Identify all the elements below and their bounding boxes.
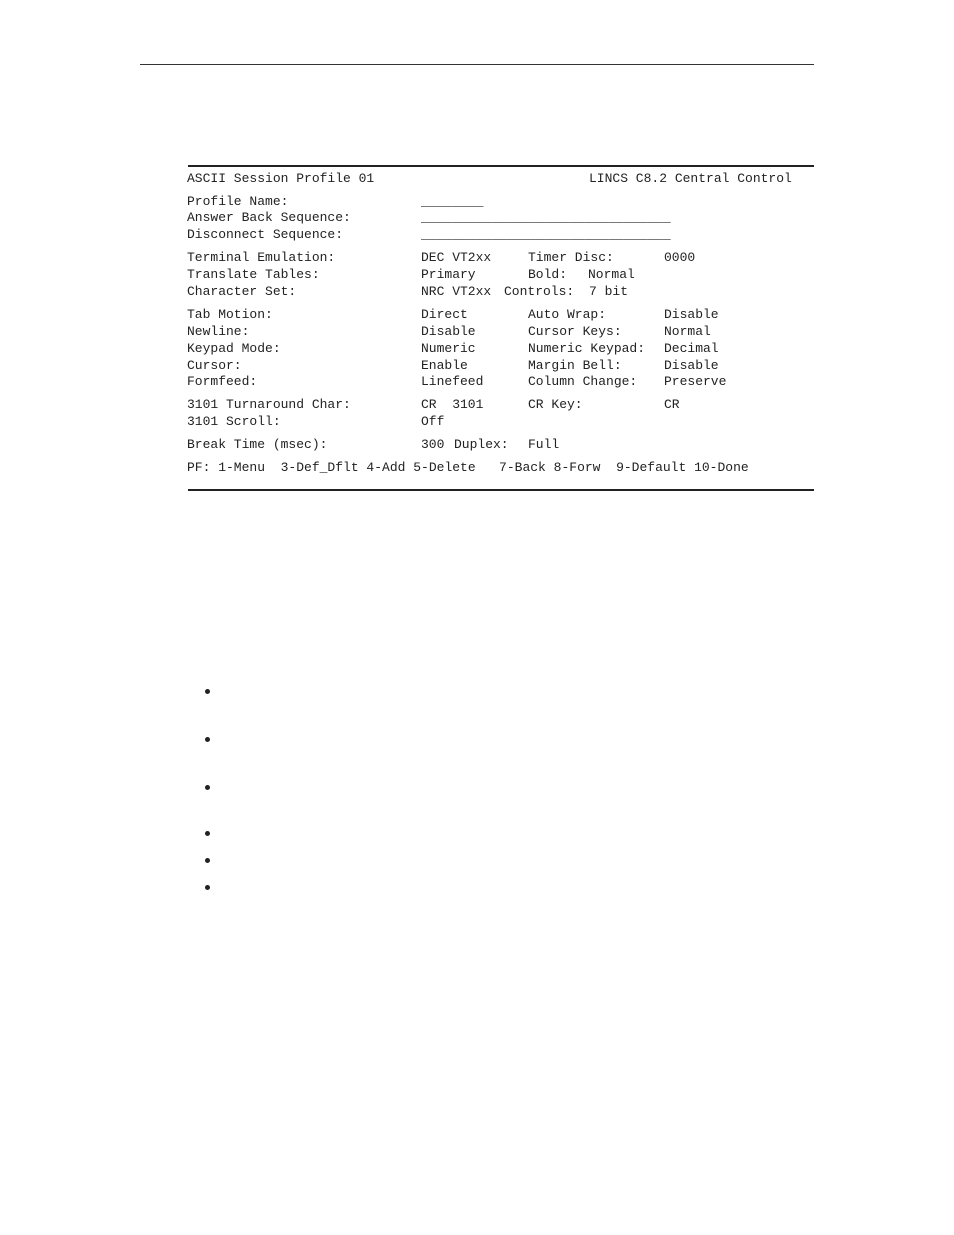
tab-motion-label: Tab Motion: xyxy=(187,307,273,322)
cursor-label: Cursor: xyxy=(187,358,242,373)
bullet-marker xyxy=(205,858,210,863)
numeric-keypad-value[interactable]: Decimal xyxy=(664,341,719,356)
timer-disc-label: Timer Disc: xyxy=(528,250,614,265)
screen-title: ASCII Session Profile 01 xyxy=(187,171,375,186)
character-set-label: Character Set: xyxy=(187,284,297,299)
character-set-value[interactable]: NRC VT2xx xyxy=(421,284,492,299)
margin-bell-value[interactable]: Disable xyxy=(664,358,719,373)
newline-label: Newline: xyxy=(187,324,250,339)
answer-back-field[interactable]: ________________________________ xyxy=(421,210,671,225)
bullet-marker xyxy=(205,737,210,742)
formfeed-label: Formfeed: xyxy=(187,374,258,389)
auto-wrap-value[interactable]: Disable xyxy=(664,307,719,322)
screen-bottom-border xyxy=(188,489,814,491)
bullet-marker xyxy=(205,689,210,694)
pf-key-legend: PF: 1-Menu 3-Def_Dflt 4-Add 5-Delete 7-Back 8-Forw 9-Default 10-Done xyxy=(187,460,749,475)
page-header-rule xyxy=(140,64,814,65)
turnaround-char-label: 3101 Turnaround Char: xyxy=(187,397,351,412)
tab-motion-value[interactable]: Direct xyxy=(421,307,468,322)
keypad-mode-label: Keypad Mode: xyxy=(187,341,281,356)
cursor-value[interactable]: Enable xyxy=(421,358,468,373)
cr-key-label: CR Key: xyxy=(528,397,583,412)
translate-tables-label: Translate Tables: xyxy=(187,267,320,282)
scroll-label: 3101 Scroll: xyxy=(187,414,281,429)
cursor-keys-value[interactable]: Normal xyxy=(664,324,711,339)
terminal-emulation-label: Terminal Emulation: xyxy=(187,250,336,265)
controls-value[interactable]: 7 bit xyxy=(589,284,629,299)
column-change-value[interactable]: Preserve xyxy=(664,374,727,389)
break-time-label: Break Time (msec): xyxy=(187,437,328,452)
controls-label: Controls: xyxy=(504,284,575,299)
numeric-keypad-label: Numeric Keypad: xyxy=(528,341,646,356)
newline-value[interactable]: Disable xyxy=(421,324,476,339)
bullet-marker xyxy=(205,885,210,890)
scroll-value[interactable]: Off xyxy=(421,414,445,429)
bold-label: Bold: xyxy=(528,267,568,282)
bold-value[interactable]: Normal xyxy=(588,267,635,282)
answer-back-label: Answer Back Sequence: xyxy=(187,210,351,225)
system-title: LINCS C8.2 Central Control xyxy=(589,171,792,186)
break-time-value[interactable]: 300 xyxy=(421,437,445,452)
profile-name-field[interactable]: ________ xyxy=(421,194,484,209)
column-change-label: Column Change: xyxy=(528,374,638,389)
duplex-label: Duplex: xyxy=(454,437,509,452)
bullet-marker xyxy=(205,785,210,790)
screen-top-border xyxy=(188,165,814,167)
cursor-keys-label: Cursor Keys: xyxy=(528,324,622,339)
auto-wrap-label: Auto Wrap: xyxy=(528,307,607,322)
margin-bell-label: Margin Bell: xyxy=(528,358,622,373)
turnaround-char-value[interactable]: CR 3101 xyxy=(421,397,484,412)
timer-disc-value[interactable]: 0000 xyxy=(664,250,696,265)
disconnect-label: Disconnect Sequence: xyxy=(187,227,344,242)
duplex-value[interactable]: Full xyxy=(528,437,560,452)
translate-tables-value[interactable]: Primary xyxy=(421,267,476,282)
disconnect-field[interactable]: ________________________________ xyxy=(421,227,671,242)
bullet-marker xyxy=(205,831,210,836)
profile-name-label: Profile Name: xyxy=(187,194,289,209)
formfeed-value[interactable]: Linefeed xyxy=(421,374,484,389)
keypad-mode-value[interactable]: Numeric xyxy=(421,341,476,356)
cr-key-value[interactable]: CR xyxy=(664,397,680,412)
terminal-emulation-value[interactable]: DEC VT2xx xyxy=(421,250,492,265)
